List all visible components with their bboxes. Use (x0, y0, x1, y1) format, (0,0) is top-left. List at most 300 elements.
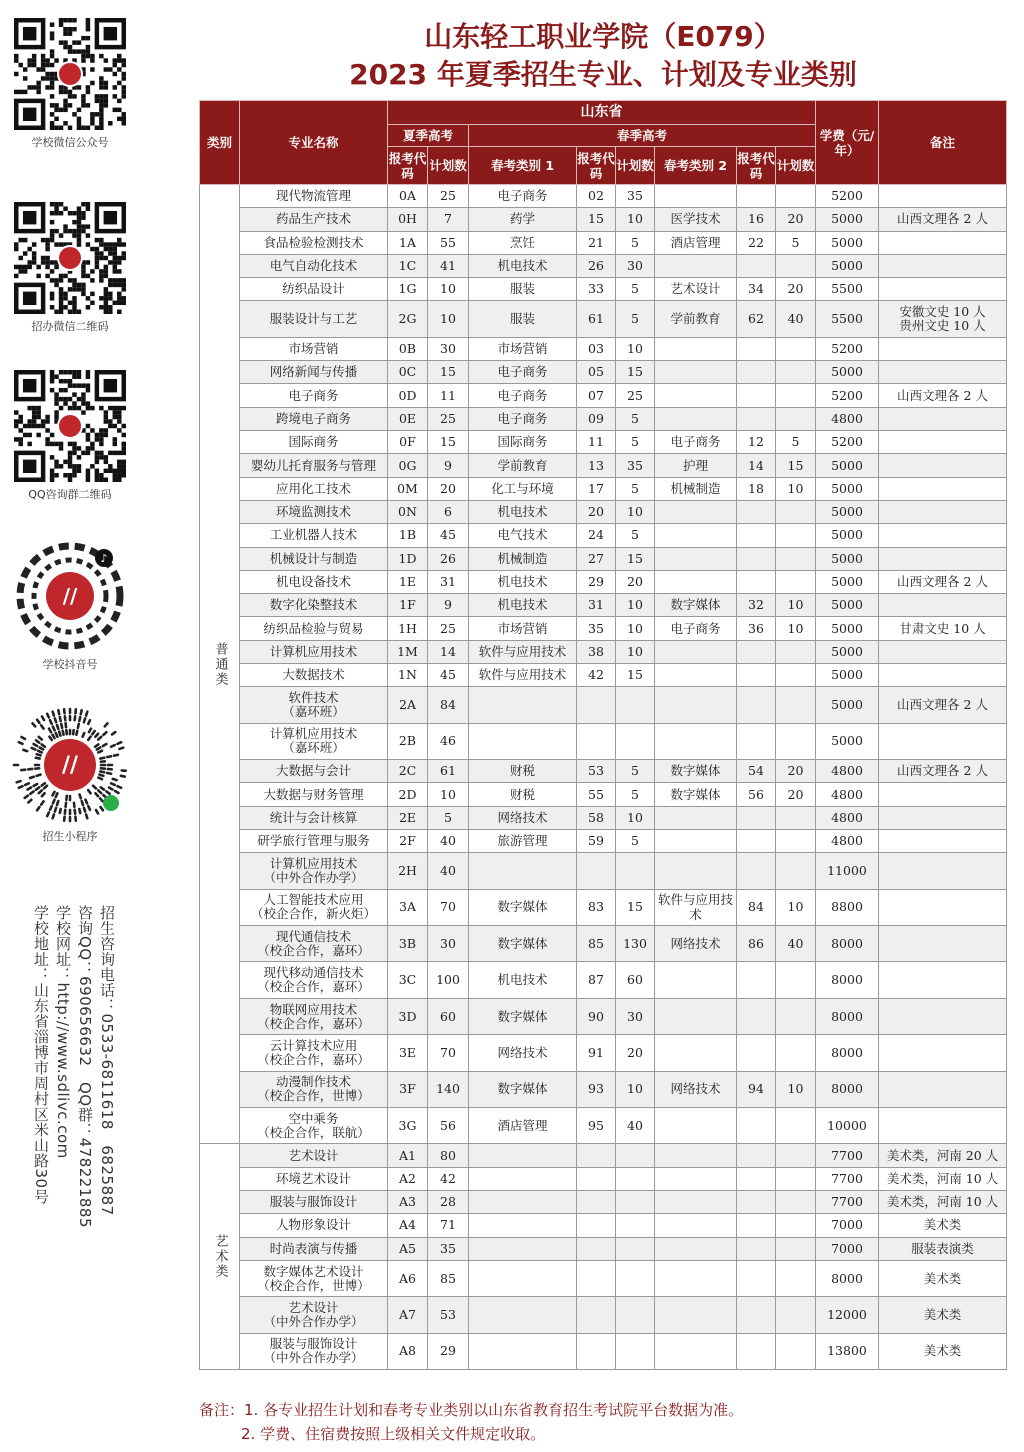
spring-code-2 (737, 500, 776, 523)
major-name-line: 服装设计与工艺 (269, 311, 358, 327)
remark (879, 1214, 1007, 1237)
summer-code: 0D (388, 384, 428, 407)
spring-plan-2 (776, 1333, 816, 1369)
remark-line: 山西文理各 2 人 (897, 211, 988, 227)
table-row (200, 1035, 1007, 1071)
spring-plan-2 (776, 524, 816, 547)
tuition-fee: 4800 (816, 783, 879, 806)
spring-category-2 (655, 524, 737, 547)
spring-category-2: 医学技术 (655, 208, 737, 231)
summer-code: 1H (388, 617, 428, 640)
contact-address: 学校地址：山东省淄博市周村区米山路30号 (32, 905, 50, 1205)
summer-code: A8 (388, 1333, 428, 1369)
major-name-line: （中外合作办学） (263, 1350, 364, 1366)
spring-code-1 (577, 1297, 616, 1333)
spring-plan-2 (776, 1237, 816, 1260)
tuition-fee: 5500 (816, 278, 879, 301)
spring-plan-2 (776, 1214, 816, 1237)
header-cat1-plan: 计划数 (616, 147, 655, 185)
qr-douyin[interactable] (8, 540, 132, 672)
tuition-fee: 4800 (816, 407, 879, 430)
table-row (200, 1108, 1007, 1144)
spring-plan-1: 10 (616, 337, 655, 360)
tuition-fee: 7700 (816, 1191, 879, 1214)
remark (879, 1297, 1007, 1333)
summer-plan: 20 (428, 477, 469, 500)
spring-code-2 (737, 1167, 776, 1190)
major-name-line: （校企合作，嘉环） (257, 942, 370, 958)
spring-category-2: 数字媒体 (655, 760, 737, 783)
table-row (200, 1214, 1007, 1237)
major-name (240, 407, 388, 430)
major-name (240, 1035, 388, 1071)
spring-code-1: 95 (577, 1108, 616, 1144)
spring-category-2: 电子商务 (655, 431, 737, 454)
table-row (200, 407, 1007, 430)
table-row (200, 1144, 1007, 1167)
summer-plan: 71 (428, 1214, 469, 1237)
spring-plan-2 (776, 853, 816, 889)
summer-plan: 10 (428, 783, 469, 806)
summer-code: 1N (388, 664, 428, 687)
remark (879, 889, 1007, 925)
summer-code: 2G (388, 301, 428, 337)
spring-category-1: 机电技术 (469, 254, 577, 277)
tuition-fee: 5000 (816, 594, 879, 617)
remark-line: 山西文理各 2 人 (897, 697, 988, 713)
major-name (240, 723, 388, 759)
remark (879, 231, 1007, 254)
spring-code-2 (737, 570, 776, 593)
spring-category-1: 机电技术 (469, 570, 577, 593)
spring-plan-2: 10 (776, 477, 816, 500)
tuition-fee: 11000 (816, 853, 879, 889)
spring-code-1: 38 (577, 640, 616, 663)
spring-plan-1: 5 (616, 830, 655, 853)
spring-plan-2 (776, 830, 816, 853)
major-name (240, 1108, 388, 1144)
table-row (200, 1167, 1007, 1190)
summer-code: A1 (388, 1144, 428, 1167)
major-name-line: 现代通信技术 (275, 928, 351, 944)
spring-category-2 (655, 1191, 737, 1214)
major-name-line: 人工智能技术应用 (263, 892, 364, 908)
spring-code-2: 12 (737, 431, 776, 454)
major-name (240, 454, 388, 477)
title-line-2: 2023 年夏季招生专业、计划及专业类别 (349, 58, 857, 91)
table-row (200, 361, 1007, 384)
summer-code: 1E (388, 570, 428, 593)
spring-category-2 (655, 185, 737, 208)
spring-code-2 (737, 830, 776, 853)
table-row (200, 687, 1007, 723)
summer-plan: 41 (428, 254, 469, 277)
tuition-fee: 4800 (816, 806, 879, 829)
spring-category-1: 机械制造 (469, 547, 577, 570)
spring-code-1 (577, 853, 616, 889)
spring-category-2 (655, 1108, 737, 1144)
summer-plan: 10 (428, 278, 469, 301)
spring-plan-2 (776, 500, 816, 523)
spring-category-2 (655, 500, 737, 523)
remark (879, 806, 1007, 829)
spring-code-2: 34 (737, 278, 776, 301)
spring-category-1: 化工与环境 (469, 477, 577, 500)
major-name (240, 998, 388, 1034)
header-cat2-plan: 计划数 (776, 147, 816, 185)
spring-plan-1 (616, 723, 655, 759)
spring-code-1: 93 (577, 1071, 616, 1107)
major-name-line: 云计算技术应用 (269, 1037, 358, 1053)
spring-category-1 (469, 1167, 577, 1190)
major-name-line: 市场营销 (288, 341, 339, 357)
page-title (200, 18, 1006, 94)
qr-caption: 招办微信二维码 (31, 320, 109, 333)
spring-plan-1 (616, 1237, 655, 1260)
tuition-fee: 10000 (816, 1108, 879, 1144)
spring-category-2: 数字媒体 (655, 783, 737, 806)
spring-category-1: 财税 (469, 783, 577, 806)
major-name (240, 830, 388, 853)
major-name-line: 网络新闻与传播 (269, 364, 358, 380)
tuition-fee: 7700 (816, 1167, 879, 1190)
tuition-fee: 5000 (816, 231, 879, 254)
spring-category-1: 国际商务 (469, 431, 577, 454)
spring-code-2 (737, 254, 776, 277)
spring-code-1: 26 (577, 254, 616, 277)
spring-category-1 (469, 853, 577, 889)
spring-category-1: 数字媒体 (469, 1071, 577, 1107)
table-row (200, 547, 1007, 570)
tuition-fee: 5000 (816, 208, 879, 231)
spring-code-2 (737, 806, 776, 829)
remark (879, 998, 1007, 1034)
spring-category-1: 机电技术 (469, 594, 577, 617)
qr-admissions-wechat[interactable] (8, 202, 132, 334)
spring-category-1: 数字媒体 (469, 998, 577, 1034)
tuition-fee: 8000 (816, 1035, 879, 1071)
tuition-fee: 8000 (816, 1260, 879, 1296)
spring-code-2 (737, 384, 776, 407)
table-row (200, 570, 1007, 593)
spring-plan-2 (776, 687, 816, 723)
spring-category-2 (655, 1214, 737, 1237)
tuition-fee: 7000 (816, 1237, 879, 1260)
remark (879, 617, 1007, 640)
table-row (200, 1333, 1007, 1369)
table-row (200, 783, 1007, 806)
summer-code: 2A (388, 687, 428, 723)
spring-plan-2: 15 (776, 454, 816, 477)
summer-code: 1A (388, 231, 428, 254)
major-name (240, 231, 388, 254)
summer-plan: 35 (428, 1237, 469, 1260)
spring-category-1: 数字媒体 (469, 926, 577, 962)
major-name (240, 889, 388, 925)
spring-code-1: 24 (577, 524, 616, 547)
major-name-line: 电气自动化技术 (269, 258, 358, 274)
summer-plan: 7 (428, 208, 469, 231)
spring-code-1 (577, 1260, 616, 1296)
major-name-line: 艺术设计 (288, 1299, 339, 1315)
spring-plan-2 (776, 1260, 816, 1296)
major-name-line: 工业机器人技术 (269, 527, 358, 543)
qr-wechat-official[interactable] (8, 18, 132, 150)
spring-plan-1: 35 (616, 454, 655, 477)
spring-plan-2 (776, 254, 816, 277)
spring-category-2: 机械制造 (655, 477, 737, 500)
major-name-line: 服装与服饰设计 (269, 1336, 358, 1352)
remark (879, 594, 1007, 617)
major-name (240, 1167, 388, 1190)
summer-plan: 70 (428, 1035, 469, 1071)
tuition-fee: 4800 (816, 830, 879, 853)
table-row (200, 640, 1007, 663)
spring-code-1 (577, 1167, 616, 1190)
summer-code: 2F (388, 830, 428, 853)
spring-plan-1 (616, 1333, 655, 1369)
major-name (240, 962, 388, 998)
spring-category-1 (469, 1191, 577, 1214)
spring-category-2 (655, 1237, 737, 1260)
spring-plan-2 (776, 1108, 816, 1144)
remark (879, 1333, 1007, 1369)
summer-code: 2E (388, 806, 428, 829)
remark (879, 853, 1007, 889)
remark (879, 1237, 1007, 1260)
major-name-line: 纺织品检验与贸易 (263, 620, 364, 636)
major-name (240, 783, 388, 806)
sidebar (0, 0, 140, 1452)
major-name-line: 跨境电子商务 (275, 410, 351, 426)
summer-code: A4 (388, 1214, 428, 1237)
spring-code-2 (737, 1191, 776, 1214)
spring-plan-2 (776, 185, 816, 208)
tuition-fee: 5500 (816, 301, 879, 337)
spring-category-2 (655, 1260, 737, 1296)
major-name-line: （嘉环班） (282, 740, 345, 756)
spring-code-2: 94 (737, 1071, 776, 1107)
summer-plan: 60 (428, 998, 469, 1034)
summer-plan: 5 (428, 806, 469, 829)
summer-plan: 15 (428, 431, 469, 454)
major-name (240, 1260, 388, 1296)
table-row (200, 806, 1007, 829)
summer-plan: 28 (428, 1191, 469, 1214)
major-name-line: （校企合作，嘉环） (257, 1051, 370, 1067)
major-name-line: 纺织品设计 (282, 281, 345, 297)
summer-code: A2 (388, 1167, 428, 1190)
spring-code-1: 53 (577, 760, 616, 783)
spring-code-1: 85 (577, 926, 616, 962)
spring-plan-1 (616, 1260, 655, 1296)
major-name (240, 1071, 388, 1107)
major-name (240, 687, 388, 723)
remark-line: 美术类，河南 10 人 (886, 1194, 999, 1210)
table-row (200, 889, 1007, 925)
major-name-line: 应用化工技术 (275, 480, 351, 496)
spring-category-1: 药学 (469, 208, 577, 231)
spring-category-2: 酒店管理 (655, 231, 737, 254)
spring-code-2 (737, 1260, 776, 1296)
tuition-fee: 5200 (816, 431, 879, 454)
tuition-fee: 5200 (816, 337, 879, 360)
tuition-fee: 5000 (816, 664, 879, 687)
spring-category-1: 电子商务 (469, 384, 577, 407)
remark (879, 664, 1007, 687)
remark (879, 500, 1007, 523)
table-row (200, 723, 1007, 759)
major-name-line: 大数据技术 (282, 667, 345, 683)
remark-line: 美术类 (923, 1306, 962, 1322)
summer-code: 2H (388, 853, 428, 889)
spring-plan-2 (776, 1144, 816, 1167)
spring-plan-2: 20 (776, 783, 816, 806)
major-name-line: 时尚表演与传播 (269, 1240, 358, 1256)
remark (879, 337, 1007, 360)
summer-plan: 42 (428, 1167, 469, 1190)
remark-line: 安徽文史 10 人 (899, 304, 986, 320)
major-name (240, 254, 388, 277)
table-row (200, 500, 1007, 523)
spring-plan-1: 10 (616, 806, 655, 829)
spring-code-1: 91 (577, 1035, 616, 1071)
douyin-code-icon (14, 540, 126, 652)
table-row (200, 830, 1007, 853)
spring-code-1 (577, 687, 616, 723)
spring-plan-2: 10 (776, 617, 816, 640)
spring-category-2: 网络技术 (655, 926, 737, 962)
remark-line: 贵州文史 10 人 (899, 318, 986, 334)
major-name-line: 药品生产技术 (275, 211, 351, 227)
major-name-line: （校企合作，嘉环） (257, 979, 370, 995)
summer-code: A7 (388, 1297, 428, 1333)
spring-category-1: 网络技术 (469, 1035, 577, 1071)
spring-plan-1: 10 (616, 1071, 655, 1107)
major-name-line: 计算机应用技术 (269, 726, 358, 742)
spring-code-2: 32 (737, 594, 776, 617)
spring-code-2 (737, 664, 776, 687)
spring-code-2 (737, 962, 776, 998)
header-cat1-code: 报考代码 (577, 147, 616, 185)
major-name-line: 计算机应用技术 (269, 643, 358, 659)
spring-plan-1: 5 (616, 760, 655, 783)
spring-category-2: 网络技术 (655, 1071, 737, 1107)
spring-plan-2 (776, 337, 816, 360)
remark (879, 361, 1007, 384)
spring-plan-1: 5 (616, 231, 655, 254)
summer-plan: 25 (428, 185, 469, 208)
spring-plan-2: 10 (776, 1071, 816, 1107)
summer-plan: 29 (428, 1333, 469, 1369)
spring-code-1: 33 (577, 278, 616, 301)
spring-code-2: 16 (737, 208, 776, 231)
spring-plan-1: 10 (616, 640, 655, 663)
major-name (240, 664, 388, 687)
remark (879, 254, 1007, 277)
major-name-line: 研学旅行管理与服务 (257, 833, 370, 849)
spring-plan-2 (776, 1297, 816, 1333)
tuition-fee: 8000 (816, 998, 879, 1034)
table-row (200, 1191, 1007, 1214)
spring-plan-1 (616, 1167, 655, 1190)
spring-code-1: 31 (577, 594, 616, 617)
major-name (240, 208, 388, 231)
remark (879, 301, 1007, 337)
spring-code-1: 27 (577, 547, 616, 570)
remark-line: 服装表演类 (911, 1240, 974, 1256)
spring-category-2 (655, 547, 737, 570)
table-row (200, 431, 1007, 454)
spring-code-1 (577, 1191, 616, 1214)
svg-text://: // (61, 753, 79, 778)
summer-plan: 61 (428, 760, 469, 783)
spring-plan-2: 20 (776, 208, 816, 231)
spring-category-2 (655, 640, 737, 663)
spring-category-1: 市场营销 (469, 337, 577, 360)
spring-plan-2 (776, 1191, 816, 1214)
spring-code-1 (577, 723, 616, 759)
qr-mini-program[interactable] (8, 706, 132, 844)
summer-code: 0C (388, 361, 428, 384)
summer-plan: 53 (428, 1297, 469, 1333)
remark (879, 687, 1007, 723)
major-name (240, 853, 388, 889)
tuition-fee: 5000 (816, 547, 879, 570)
major-name (240, 384, 388, 407)
major-name (240, 337, 388, 360)
spring-plan-1 (616, 687, 655, 723)
spring-code-2 (737, 407, 776, 430)
summer-plan: 56 (428, 1108, 469, 1144)
qr-qq-group[interactable] (8, 370, 132, 502)
spring-category-1: 电气技术 (469, 524, 577, 547)
tuition-fee: 4800 (816, 760, 879, 783)
remark (879, 208, 1007, 231)
contact-website[interactable]: 学校网址：http://www.sdlivc.com (54, 905, 72, 1159)
spring-plan-1: 5 (616, 431, 655, 454)
contact-qq: 咨询QQ：690656632 QQ群：478221885 (76, 905, 94, 1229)
major-name-line: 艺术设计 (288, 1147, 339, 1163)
spring-code-2 (737, 998, 776, 1034)
spring-plan-1: 10 (616, 594, 655, 617)
spring-plan-1: 10 (616, 500, 655, 523)
tuition-fee: 5000 (816, 524, 879, 547)
tuition-fee: 5200 (816, 185, 879, 208)
tuition-fee: 8000 (816, 1071, 879, 1107)
major-name (240, 806, 388, 829)
remark-line: 甘肃文史 10 人 (899, 620, 986, 636)
spring-category-1 (469, 1144, 577, 1167)
spring-code-1 (577, 1144, 616, 1167)
spring-code-1: 61 (577, 301, 616, 337)
spring-plan-1: 5 (616, 783, 655, 806)
header-province: 山东省 (388, 101, 816, 125)
spring-category-1 (469, 1260, 577, 1296)
category-art: 艺术类 (200, 1144, 240, 1370)
major-name (240, 278, 388, 301)
table-row (200, 301, 1007, 337)
summer-plan: 40 (428, 830, 469, 853)
header-spring-cat1: 春考类别 1 (469, 147, 577, 185)
spring-plan-2 (776, 806, 816, 829)
spring-category-1: 服装 (469, 278, 577, 301)
remark (879, 1260, 1007, 1296)
spring-code-1: 02 (577, 185, 616, 208)
spring-plan-2 (776, 664, 816, 687)
spring-category-1: 市场营销 (469, 617, 577, 640)
major-name-line: 食品检验检测技术 (263, 234, 364, 250)
